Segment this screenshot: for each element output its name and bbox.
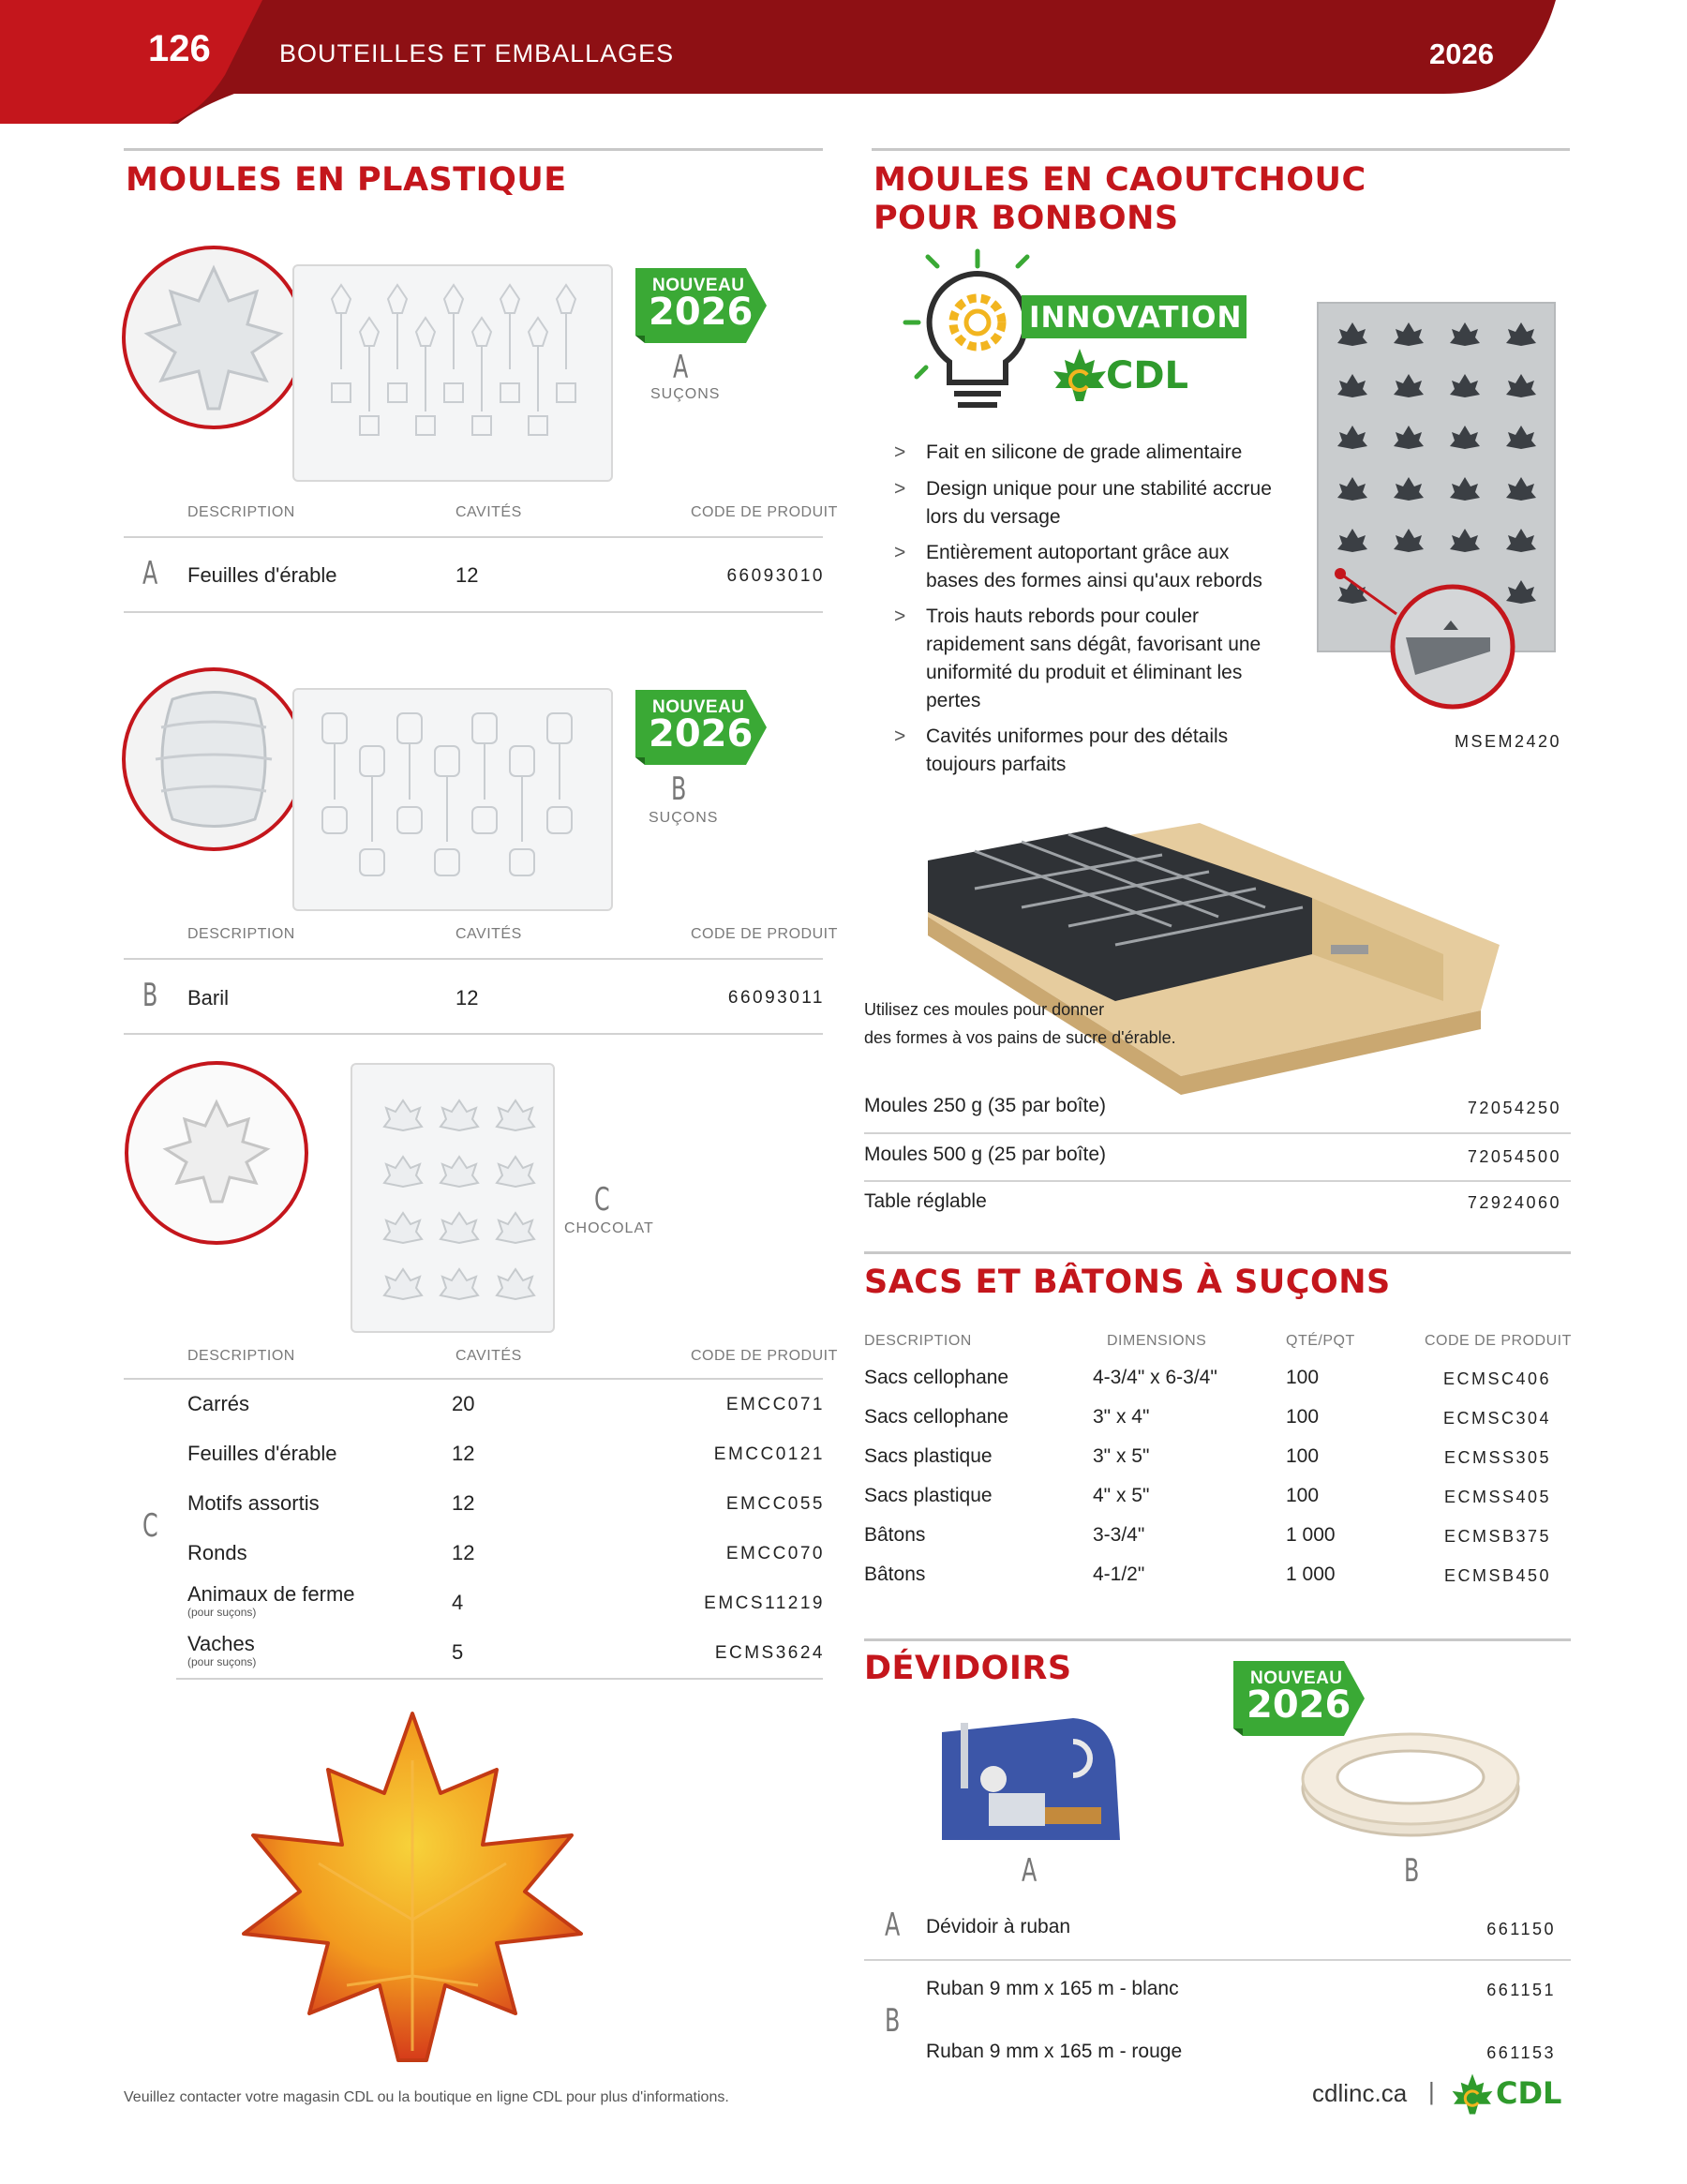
row-letter-c: C [142,1507,158,1545]
bag-row-qty: 100 [1286,1445,1320,1467]
rubber-molds-title-1: MOULES EN CAOUTCHOUC [873,161,1366,199]
row-letter-a: A [885,1907,901,1944]
table-row-cavities: 4 [452,1591,464,1614]
bag-row-qty: 100 [1286,1485,1320,1506]
feature-item: > Trois hauts rebords pour couler rapidement sans dégât, favorisant une uniformité du produit et éliminant les pertes [894,606,1262,711]
col-cavities: CAVITÉS [455,1348,522,1364]
page-header [0,0,1687,124]
divider [124,1033,823,1035]
table-row-desc: Animaux de ferme [187,1582,355,1606]
footer-brand: CDL [1496,2075,1562,2111]
bag-row-dim: 4-1/2" [1093,1563,1145,1585]
table-row-cavities: 20 [452,1392,475,1415]
product-letter-b: B [671,770,687,808]
bag-row-qty: 100 [1286,1406,1320,1428]
table-row-cavities: 12 [452,1541,475,1564]
product-b-code: 66093011 [727,988,825,1008]
tape-row-desc: Ruban 9 mm x 165 m - blanc [926,1978,1179,1999]
divider [124,611,823,613]
row-letter-b: B [142,977,158,1014]
table-row-desc: Motifs assortis [187,1491,320,1515]
dispensers-title: DÉVIDOIRS [864,1650,1072,1687]
catalog-year: 2026 [1429,37,1494,70]
sugar-mold-table-image [918,814,1509,1095]
product-a-code: 66093010 [726,566,825,586]
bag-row-qty: 1 000 [1286,1524,1336,1546]
feature-item: > Fait en silicone de grade alimentaire [894,441,1243,463]
divider [124,958,823,960]
feature-item: > Cavités uniformes pour des détails toujours parfaits [894,726,1229,775]
chocolate-tray-c [351,1063,555,1333]
feature-item: > Entièrement autoportant grâce aux bases des formes ainsi qu'aux rebords [894,542,1262,591]
tape-row-code: 661153 [1486,2043,1556,2062]
table-row-code: EMCC055 [725,1494,825,1514]
bags-sticks-title: SACS ET BÂTONS À SUÇONS [864,1264,1391,1301]
table-row-desc: Feuilles d'érable [187,1442,337,1465]
cdl-logo-icon [1451,2070,1494,2118]
col-product-code: CODE DE PRODUIT [691,504,838,520]
bag-row-dim: 4-3/4" x 6-3/4" [1093,1367,1217,1388]
product-b-description: Baril [187,986,230,1010]
table-row-code: ECMS3624 [714,1643,825,1663]
col-product-code: CODE DE PRODUIT [691,1348,838,1364]
col-description: DESCRIPTION [187,1348,295,1364]
dispenser-a-code: 661150 [1486,1920,1556,1938]
silicone-mold-code: MSEM2420 [1454,732,1561,751]
barrel-lollipop-closeup [122,667,306,851]
col-product-code: CODE DE PRODUIT [691,926,838,942]
divider [864,1959,1571,1961]
col-description: DESCRIPTION [864,1333,972,1349]
table-row-code: EMCC071 [725,1395,825,1414]
section-rule [864,1638,1571,1641]
sugar-mold-caption: Utilisez ces moules pour donner des formes à vos pains de sucre d'érable. [864,1000,1176,1047]
product-type-a: SUÇONS [650,386,721,402]
mold-item-desc: Table réglable [864,1190,987,1212]
tape-roll-image [1293,1715,1528,1847]
row-letter-a: A [142,555,158,592]
mold-detail-callout [1331,562,1518,712]
divider [124,536,823,538]
tape-row-desc: Ruban 9 mm x 165 m - rouge [926,2041,1183,2062]
col-cavities: CAVITÉS [455,504,522,520]
maple-candy-image [216,1704,609,2070]
feature-item: > Design unique pour une stabilité accrue lors du versage [894,478,1272,528]
table-row-note: (pour suçons) [187,1655,257,1668]
bag-row-desc: Sacs plastique [864,1485,993,1506]
mold-item-code: 72054250 [1467,1099,1561,1117]
table-row-code: EMCC070 [725,1544,825,1563]
table-row-cavities: 5 [452,1640,464,1664]
table-row-code: EMCC0121 [713,1444,825,1464]
bag-row-dim: 4" x 5" [1093,1485,1150,1506]
bag-row-dim: 3-3/4" [1093,1524,1145,1546]
row-letter-b: B [885,2002,901,2040]
col-cavities: CAVITÉS [455,926,522,942]
rubber-molds-title-2: POUR BONBONS [873,200,1179,237]
bag-row-code: ECMSB375 [1443,1527,1551,1546]
col-product-code: CODE DE PRODUIT [1425,1333,1572,1349]
product-a-cavities: 12 [455,563,479,587]
tape-row-code: 661151 [1486,1981,1556,1999]
bag-row-qty: 1 000 [1286,1563,1336,1585]
table-row-cavities: 12 [452,1442,475,1465]
col-description: DESCRIPTION [187,504,295,520]
product-a-description: Feuilles d'érable [187,563,337,587]
bag-row-desc: Sacs cellophane [864,1367,1009,1388]
bag-row-desc: Sacs cellophane [864,1406,1009,1428]
tape-dispenser-image [933,1704,1129,1845]
bag-row-code: ECMSS405 [1443,1488,1551,1506]
mold-item-desc: Moules 500 g (25 par boîte) [864,1144,1106,1165]
divider [176,1678,823,1680]
badge-line1: NOUVEAU [1250,1668,1343,1688]
section-rule [124,148,823,151]
dispenser-letter-a: A [1022,1852,1038,1890]
table-row-desc: Ronds [187,1541,247,1564]
table-row-desc: Carrés [187,1392,250,1415]
bag-row-code: ECMSB450 [1443,1566,1551,1585]
section-rule [872,148,1570,151]
section-title: BOUTEILLES ET EMBALLAGES [279,39,675,67]
bag-row-desc: Sacs plastique [864,1445,993,1467]
cdl-logo-text: CDL [1106,354,1189,397]
footer-note: Veuillez contacter votre magasin CDL ou la boutique en ligne CDL pour plus d'informations. [124,2089,729,2105]
table-row-code: EMCS11219 [704,1593,825,1613]
plastic-molds-title: MOULES EN PLASTIQUE [126,161,567,199]
new-2026-badge [635,690,767,765]
bag-row-code: ECMSC406 [1442,1369,1551,1388]
mold-item-code: 72054500 [1467,1147,1561,1166]
dispenser-letter-b: B [1404,1852,1420,1890]
badge-line2: 2026 [649,712,754,755]
lollipop-tray-a [292,264,613,482]
product-letter-c: C [594,1181,610,1219]
bag-row-dim: 3" x 4" [1093,1406,1150,1428]
product-type-b: SUÇONS [649,810,719,826]
product-type-c: CHOCOLAT [564,1220,654,1236]
page-number: 126 [148,28,211,69]
divider [864,1132,1571,1134]
innovation-banner [1022,295,1247,338]
col-dimensions: DIMENSIONS [1107,1333,1207,1349]
badge-line1: NOUVEAU [652,276,745,295]
mold-item-code: 72924060 [1467,1193,1561,1212]
bag-row-qty: 100 [1286,1367,1320,1388]
section-rule [864,1251,1571,1254]
product-letter-a: A [673,349,689,386]
col-quantity: QTÉ/PQT [1286,1333,1355,1349]
col-description: DESCRIPTION [187,926,295,942]
bag-row-desc: Bâtons [864,1524,926,1546]
website-link[interactable]: cdlinc.ca [1312,2079,1408,2107]
product-b-cavities: 12 [455,986,479,1010]
maple-leaf-icon [1052,347,1108,403]
badge-line1: NOUVEAU [652,697,745,717]
badge-line2: 2026 [649,291,754,334]
bag-row-code: ECMSS305 [1443,1448,1551,1467]
divider [864,1180,1571,1182]
dispenser-a-desc: Dévidoir à ruban [926,1916,1071,1937]
divider [124,1378,823,1380]
new-2026-badge [635,268,767,343]
footer-separator: | [1428,2077,1435,2105]
bag-row-desc: Bâtons [864,1563,926,1585]
lollipop-tray-b [292,688,613,911]
mold-item-desc: Moules 250 g (35 par boîte) [864,1095,1106,1116]
bag-row-code: ECMSC304 [1442,1409,1551,1428]
innovation-label: INNOVATION [1029,301,1243,335]
table-row-desc: Vaches [187,1632,255,1655]
badge-line2: 2026 [1247,1683,1351,1727]
table-row-cavities: 12 [452,1491,475,1515]
chocolate-leaf-closeup [125,1061,308,1245]
table-row-note: (pour suçons) [187,1606,257,1619]
bag-row-dim: 3" x 5" [1093,1445,1150,1467]
maple-leaf-lollipop-closeup [122,246,306,429]
